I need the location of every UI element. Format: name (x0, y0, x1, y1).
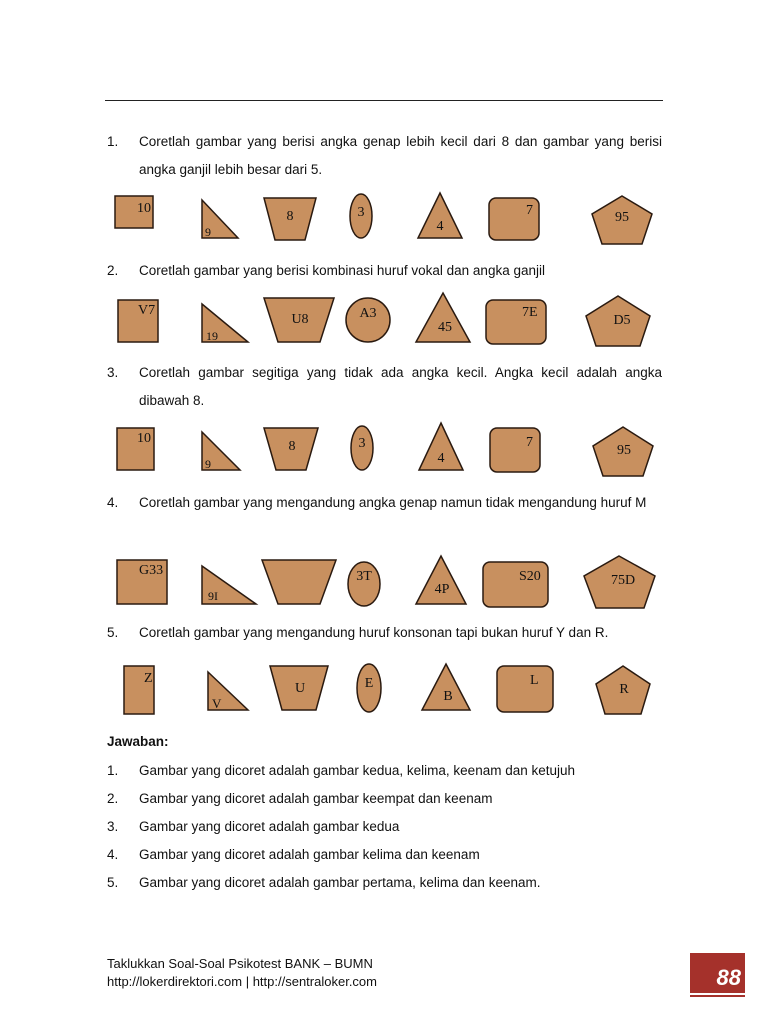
shape-label: U (294, 681, 306, 696)
rounded-square-shape (497, 666, 553, 712)
shape-label: 9 (205, 457, 211, 471)
shape-label: U8 (291, 312, 309, 327)
answer-item-1 (107, 761, 575, 781)
question-text: Coretlah gambar yang mengandung angka genap namun tidak mengandung huruf M (139, 495, 647, 510)
answer-item-3 (107, 817, 399, 837)
answer-number: 4. (107, 847, 119, 862)
shape-label: 9I (208, 589, 218, 603)
shape-label: 3T (356, 569, 372, 584)
answer-text: Gambar yang dicoret adalah gambar keempat dan keenam (139, 791, 493, 806)
answer-number: 5. (107, 875, 119, 890)
footer-title: Taklukkan Soal-Soal Psikotest BANK – BUMN (107, 956, 373, 971)
question-number: 5. (107, 625, 119, 640)
shape-label: 45 (438, 320, 452, 335)
answer-number: 1. (107, 763, 119, 778)
answers-heading: Jawaban: (107, 734, 169, 749)
shape-label: 95 (617, 443, 631, 458)
shape-label: L (530, 673, 539, 688)
page-number: 88 (716, 965, 741, 990)
shape-label: 9 (205, 225, 211, 239)
question-text: Coretlah gambar yang mengandung huruf konsonan tapi bukan huruf Y dan R. (139, 625, 609, 640)
answer-number: 3. (107, 819, 119, 834)
shape-label: A3 (359, 306, 377, 321)
answer-text: Gambar yang dicoret adalah gambar kedua (139, 819, 400, 834)
answer-text: Gambar yang dicoret adalah gambar kedua, kelima, keenam dan ketujuh (139, 763, 576, 778)
question-2 (107, 257, 662, 285)
shape-label: V (212, 696, 222, 711)
shape-label: 10 (137, 431, 151, 446)
answer-text: Gambar yang dicoret adalah gambar kelima dan keenam (139, 847, 480, 862)
shape-label: D5 (613, 313, 631, 328)
question-3 (107, 359, 662, 415)
shape-row-1 (0, 188, 768, 250)
shape-label: 95 (615, 210, 629, 225)
header-rule (105, 100, 663, 101)
page-number-box (690, 953, 745, 993)
question-text: Coretlah gambar yang berisi angka genap lebih kecil dari 8 dan gambar yang berisi angka ganjil lebih besar dari 5. (139, 134, 662, 177)
shape-label: 4 (436, 219, 444, 234)
answer-number: 2. (107, 791, 119, 806)
question-number: 1. (107, 134, 119, 149)
trapezoid-shape (262, 560, 336, 604)
shape-row-3 (0, 418, 768, 480)
shape-row-5 (0, 660, 768, 722)
question-number: 4. (107, 495, 119, 510)
shape-label: 4 (437, 451, 445, 466)
answer-item-4 (107, 845, 480, 865)
shape-label: E (364, 676, 374, 691)
shape-label: B (443, 689, 453, 704)
shape-label: G33 (139, 563, 164, 578)
question-text: Coretlah gambar segitiga yang tidak ada angka kecil. Angka kecil adalah angka dibawah 8. (139, 365, 662, 408)
shape-label: 7 (526, 435, 533, 450)
shape-label: 75D (610, 573, 636, 588)
question-5 (107, 619, 662, 647)
shape-label: Z (144, 671, 153, 686)
shape-label: 7E (522, 305, 538, 320)
question-number: 3. (107, 365, 119, 380)
question-1 (107, 128, 662, 184)
question-4 (107, 489, 662, 517)
question-text: Coretlah gambar yang berisi kombinasi huruf vokal dan angka ganjil (139, 263, 545, 278)
shape-label: 19 (206, 329, 218, 343)
shape-label: R (619, 682, 629, 697)
shape-label: S20 (519, 569, 541, 584)
answer-item-5 (107, 873, 540, 893)
shape-row-2 (0, 290, 768, 350)
shape-label: 10 (137, 201, 151, 216)
shape-label: 3 (357, 205, 365, 220)
page-number-underline (690, 995, 745, 997)
shape-label: 7 (526, 203, 533, 218)
shape-label: 4P (434, 582, 450, 597)
shape-row-4 (0, 550, 768, 612)
footer (107, 955, 377, 991)
answer-item-2 (107, 789, 492, 809)
question-number: 2. (107, 263, 119, 278)
shape-label: 8 (288, 439, 296, 454)
shape-label: V7 (138, 303, 156, 318)
answer-text: Gambar yang dicoret adalah gambar pertama, kelima dan keenam. (139, 875, 541, 890)
shape-label: 8 (286, 209, 294, 224)
shape-label: 3 (358, 436, 366, 451)
footer-links[interactable]: http://lokerdirektori.com | http://sentraloker.com (107, 974, 377, 989)
